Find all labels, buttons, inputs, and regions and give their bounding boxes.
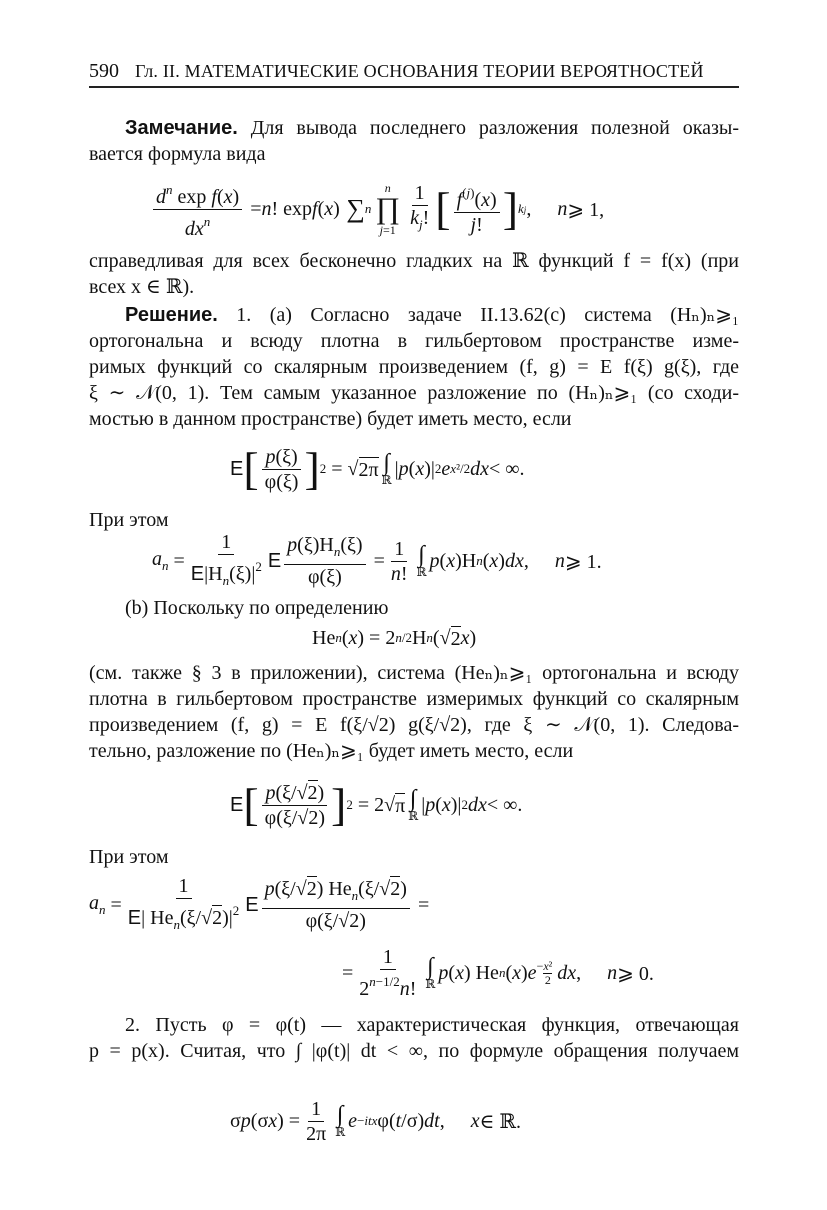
- formula-an-he-part1: $a_n$ = $\frac{1}{E| He_n(\xi/√2)|^2}$ E $\frac{p(\xi/√2) He_n(\xi/√2)}{\varphi(\xi/√2)}$ =: [89, 874, 430, 932]
- formula-an-he-part2: = $\frac{1}{2^{n-1/2}n!}$ ∫ ℝ p ( x ) He n ( x ) e − $\frac{\text{x²}}{2}$ dx , n ⩾ 0.: [342, 946, 654, 1000]
- remark-line-1: Замечание. Для вывода последнего разложения полезной оказы-: [125, 117, 739, 139]
- pri-etom-2: При этом: [89, 846, 169, 868]
- remark-after-2: всех x ∈ ℝ).: [89, 276, 195, 298]
- formula-an-hermite: $a_n$ = $\frac{1}{E|H_n(\xi)|^2}$ E $\frac{p(\xi)H_n(\xi)}{\varphi(\xi)}$ = $\frac{1}{n!}$ ∫ ℝ p ( x )H n ( x ) dx , n ⩾ 1.: [152, 530, 602, 588]
- part-b-line-2: (см. также § 3 в приложении), система (Heₙ)ₙ⩾₁ ортогональна и всюду: [89, 662, 739, 684]
- solution-line-3: римых функций со скалярным произведением (f, g) = E f(ξ) g(ξ), где: [89, 356, 739, 378]
- formula-inversion: σ p (σ x ) = $\frac{1}{2\pi}$ ∫ ℝ e −itx φ( t /σ) dt , x ∈ ℝ.: [230, 1097, 522, 1145]
- part-b-line-5: тельно, разложение по (Heₙ)ₙ⩾₁ будет иметь место, если: [89, 740, 574, 762]
- pri-etom-1: При этом: [89, 509, 169, 531]
- running-head: [89, 60, 739, 86]
- formula-he-definition: He n ( x ) = 2 n/2 H n (√ 2 x ): [312, 626, 477, 650]
- part2-line-2: p = p(x). Считая, что ∫ |φ(t)| dt < ∞, по формуле обращения получаем: [89, 1040, 739, 1062]
- part-b-line-3: плотна в гильбертовом пространстве измеримых функций со скалярным: [89, 688, 739, 710]
- formula-he-condition: E [ $\frac{p(\xi/√2)}{\varphi(\xi/√2)}$ ] 2 = 2√ π ∫ ℝ | p ( x )| 2 dx < ∞.: [230, 779, 523, 830]
- solution-line-4: ξ ∼ 𝒩(0, 1). Тем самым указанное разложение по (Hₙ)ₙ⩾₁ (со сходи-: [89, 382, 739, 404]
- solution-line-2: ортогональна и всюду плотна в гильбертовом пространстве изме-: [89, 330, 739, 352]
- part2-line-1: 2. Пусть φ = φ(t) — характеристическая функция, отвечающая: [125, 1014, 739, 1036]
- solution-line-1: Решение. 1. (a) Согласно задаче II.13.62(c) система (Hₙ)ₙ⩾₁: [125, 304, 739, 326]
- page-number: 590: [89, 60, 119, 82]
- part-b-line-1: (b) Поскольку по определению: [125, 597, 389, 619]
- chapter-title: Гл. II. МАТЕМАТИЧЕСКИЕ ОСНОВАНИЯ ТЕОРИИ ВЕРОЯТНОСТЕЙ: [135, 61, 704, 81]
- formula-hermite-condition: E [ $\frac{p(\xi)}{\varphi(\xi)}$ ] 2 = √ 2π ∫ ℝ | p ( x )| 2 e x²/2 dx < ∞.: [230, 443, 525, 494]
- formula-derivative: $\frac{d^n \exp f(x)}{dx^n}$ = n ! exp f ( x ) ∑ n n ∏ j=1 $\frac{1}{k_j!}$ [ $\frac{f^{(j)}(x)}{j!}$ ] kj , n ⩾ 1,: [150, 170, 604, 248]
- part-b-line-4: произведением (f, g) = E f(ξ/√2) g(ξ/√2), где ξ ∼ 𝒩(0, 1). Следова-: [89, 714, 739, 736]
- remark-after-1: справедливая для всех бесконечно гладких на ℝ функций f = f(x) (при: [89, 250, 739, 272]
- header-rule: [89, 86, 739, 88]
- remark-line-2: вается формула вида: [89, 143, 266, 165]
- solution-line-5: мостью в данном пространстве) будет иметь место, если: [89, 408, 572, 430]
